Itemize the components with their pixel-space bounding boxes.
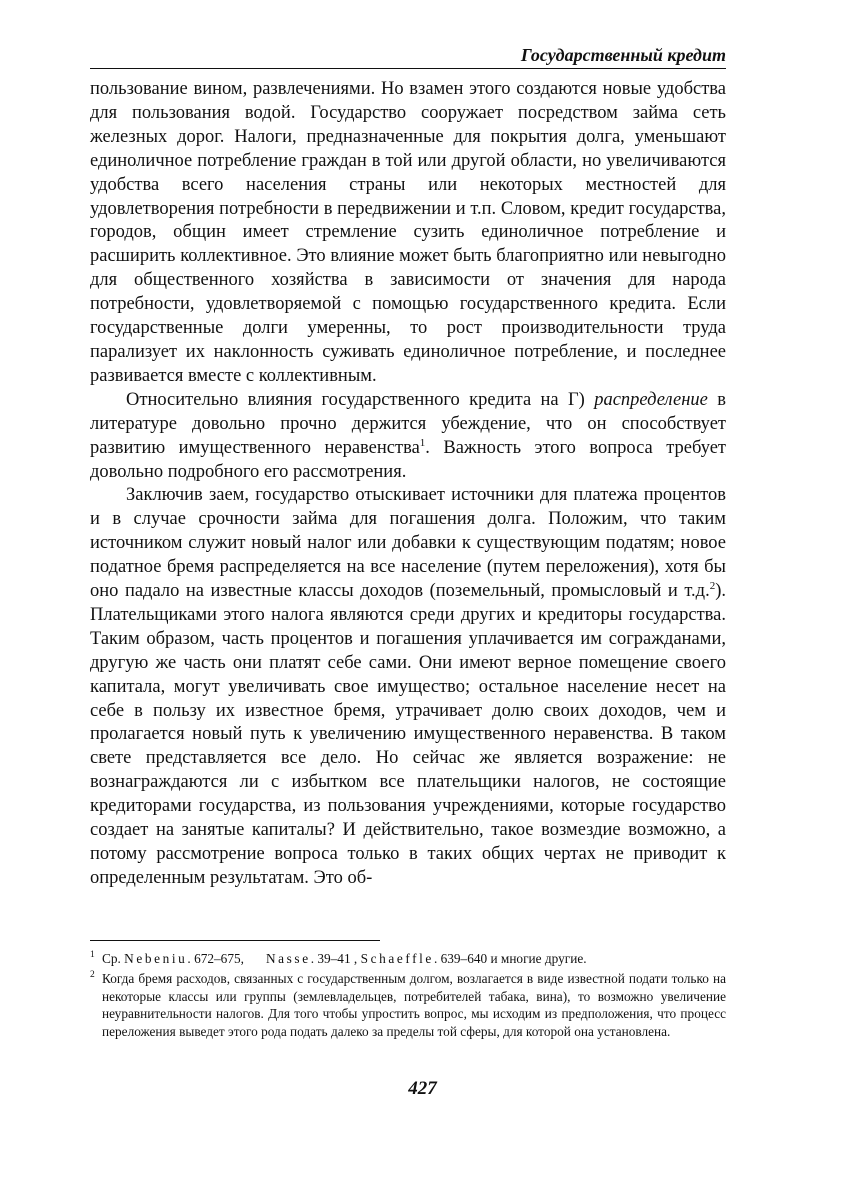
footnote-ref-1: 1 — [419, 436, 426, 449]
paragraph-3-text-a: Заключив заем, государство отыскивает источники для платежа процентов и в случае срочности займа для погашения долга. Положим, что таким источником служит новый налог или добавки к существующим податям; новое податное бремя распределяется на все население (путем переложения), хотя бы оно падало на известные классы доходов (поземельный, промысловый и т.д. — [90, 485, 726, 602]
footnote-1-mark: 1 — [90, 950, 95, 960]
footnotes — [90, 950, 726, 1043]
paragraph-2-text-a: Относительно влияния государственного кредита на Г) — [126, 389, 595, 410]
paragraph-1: пользование вином, развлечениями. Но взамен этого создаются новые удобства для пользования водой. Государство сооружает посредством займа сеть железных дорог. Налоги, предназначенные для покрытия долга, уменьшают единоличное потребление граждан в той или другой области, но увеличиваются удобства всего населения страны или некоторых местностей для удовлетворения потребности в передвижении и т.п. Словом, кредит государства, городов, общин имеет стремление сузить единоличное потребление и расширить коллективное. Это влияние может быть благоприятно или невыгодно для общественного хозяйства в зависимости от значения для народа потребности, удовлетворяемой с помощью государственного кредита. Если государственные долги умеренны, то рост производительности труда парализует их наклонность суживать единоличное потребление, и последнее развивается вместе с коллективным. — [90, 79, 726, 386]
paragraph-2-text-c: . Важность этого вопроса требует довольно подробного его рассмотрения. — [90, 437, 727, 482]
footnote-1-author-3: Schaeffle — [360, 951, 434, 966]
footnote-1-prefix: Ср. — [102, 951, 121, 966]
footnote-1-pages-3: . 639–640 и многие другие. — [433, 951, 587, 966]
paragraph-3 — [90, 484, 726, 890]
footnote-2-text: Когда бремя расходов, связанных с государственным долгом, возлагается в виде известной подати только на некоторые классы или группы (землевладельцев, потребителей табака, вина), то возможно увеличение неуравнительности налогов. Для того чтобы упростить вопрос, мы исходим из предположения, что процесс переложения выведет этого рода подать далеко за пределы той сферы, для которой она установлена. — [102, 970, 726, 1040]
page-number: 427 — [408, 1078, 437, 1099]
paragraph-2-italic-term: распределение — [594, 389, 708, 410]
footnote-ref-2: 2 — [709, 579, 716, 592]
paragraph-2-text-b: в литературе довольно прочно держится убеждение, что он способствует развитию имущественного неравенства — [90, 389, 726, 458]
footnote-1-pages-2: . 39–41 , — [310, 951, 358, 966]
paragraph-3-text-b: ). Плательщиками этого налога являются среди других и кредиторы государства. Таким образом, часть процентов и погашения уплачивается им согражданами, другую же часть они платят себе сами. Они имеют верное помещение своего капитала, могут увеличивать свое имущество; остальное население несет на себе в пользу их известное бремя, утрачивает долю своих доходов, чем и пролагается новый путь к увеличению имущественного неравенства. В таком свете представляется все дело. Но сейчас же является возражение: не вознаграждаются ли с избытком все плательщики налогов, не состоящие кредиторами государства, из пользования учреждениями, которые государство создает на занятые капиталы? И действительно, такое возмездие возможно, а потому рассмотрение вопроса только в таких общих чертах не приводит к определенным результатам. Это об- — [90, 581, 726, 888]
running-title: Государственный кредит — [90, 44, 726, 69]
footnote-2 — [90, 970, 726, 1041]
paragraph-2 — [90, 389, 726, 485]
footnote-divider — [90, 940, 380, 941]
footnote-1-author-1: Nebeniu — [124, 951, 188, 966]
footnote-1 — [90, 950, 726, 968]
footnote-1-author-2: Nasse — [265, 951, 311, 966]
main-text — [90, 78, 726, 891]
footnote-2-mark: 2 — [90, 969, 95, 980]
footnote-1-pages-1: . 672–675, — [187, 951, 244, 966]
